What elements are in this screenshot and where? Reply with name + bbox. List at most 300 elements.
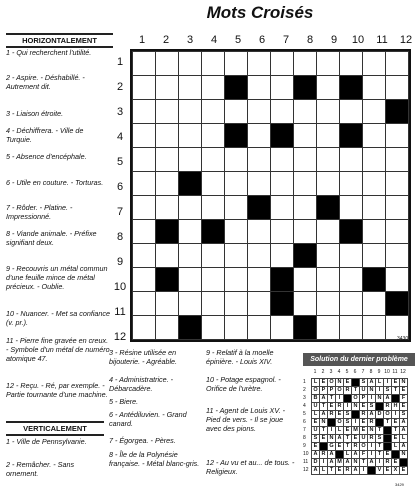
grid-cell[interactable] xyxy=(202,124,225,148)
grid-cell[interactable] xyxy=(386,220,409,244)
solution-letter: E xyxy=(384,467,392,475)
clue-h9: 9 - Recouvris un métal commun d'une feuille mince de métal précieux. - Oublie. xyxy=(6,264,108,291)
grid-cell[interactable] xyxy=(271,220,294,244)
solution-black-square xyxy=(344,395,352,403)
solution-letter: A xyxy=(352,451,360,459)
grid-cell[interactable] xyxy=(317,268,340,292)
grid-cell[interactable] xyxy=(179,292,202,316)
grid-cell[interactable] xyxy=(225,196,248,220)
grid-cell[interactable] xyxy=(317,220,340,244)
grid-cell[interactable] xyxy=(294,292,317,316)
grid-cell[interactable] xyxy=(294,268,317,292)
grid-cell[interactable] xyxy=(133,148,156,172)
grid-cell[interactable] xyxy=(248,316,271,340)
solution-letter: T xyxy=(360,459,368,467)
grid-cell[interactable] xyxy=(363,52,386,76)
grid-cell[interactable] xyxy=(133,196,156,220)
grid-cell[interactable] xyxy=(248,220,271,244)
grid-cell[interactable] xyxy=(225,292,248,316)
clue-h12: 12 - Reçu. - Ré, par exemple. - Partie tournante d'une machine. xyxy=(6,381,108,399)
solution-letter: L xyxy=(312,411,320,419)
black-square xyxy=(225,124,248,148)
grid-cell[interactable] xyxy=(248,100,271,124)
solution-letter: I xyxy=(360,467,368,475)
solution-letter: U xyxy=(312,403,320,411)
solution-letter: X xyxy=(392,467,400,475)
row-label: 6 xyxy=(116,181,124,193)
solution-column-labels xyxy=(311,369,407,375)
solution-letter: N xyxy=(352,459,360,467)
clue-h7: 7 - Rôder. - Platine. - Impressionné. xyxy=(6,203,73,221)
grid-cell[interactable] xyxy=(202,244,225,268)
col-label: 8 xyxy=(306,34,314,46)
grid-cell[interactable] xyxy=(133,220,156,244)
solution-col-label: 7 xyxy=(361,369,365,375)
solution-letter: A xyxy=(312,467,320,475)
solution-letter: O xyxy=(337,419,342,425)
grid-cell[interactable] xyxy=(340,148,363,172)
grid-cell[interactable] xyxy=(179,244,202,268)
grid-cell[interactable] xyxy=(294,124,317,148)
clue-v1: 1 - Ville de Pennsylvanie. xyxy=(6,437,87,446)
solution-letter: L xyxy=(376,379,384,387)
solution-letter: A xyxy=(400,419,408,427)
solution-letter: T xyxy=(344,435,352,443)
grid-cell[interactable] xyxy=(317,100,340,124)
solution-col-label: 11 xyxy=(392,369,398,375)
grid-cell[interactable] xyxy=(225,244,248,268)
grid-cell[interactable] xyxy=(317,244,340,268)
clue-h1: 1 - Qui recherchent l'utilité. xyxy=(6,48,92,57)
black-square xyxy=(271,268,294,292)
solution-col-label: 1 xyxy=(313,369,317,375)
grid-cell[interactable] xyxy=(248,244,271,268)
solution-black-square xyxy=(368,467,376,475)
grid-cell[interactable] xyxy=(271,100,294,124)
grid-cell[interactable] xyxy=(271,244,294,268)
grid-cell[interactable] xyxy=(248,172,271,196)
grid-cell[interactable] xyxy=(363,220,386,244)
solution-letter: V xyxy=(376,467,384,475)
clue-v4: 4 - Administratrice. - Débarcadère. xyxy=(109,375,174,393)
grid-cell[interactable] xyxy=(363,100,386,124)
solution-black-square xyxy=(320,443,328,451)
solution-letter: E xyxy=(336,411,344,419)
col-label: 2 xyxy=(162,34,170,46)
black-square xyxy=(156,268,179,292)
row-label: 7 xyxy=(116,206,124,218)
solution-letter: E xyxy=(360,419,368,427)
grid-cell[interactable] xyxy=(340,196,363,220)
solution-letter: O xyxy=(385,411,390,417)
grid-cell[interactable] xyxy=(294,196,317,220)
solution-letter: N xyxy=(320,419,328,427)
solution-letter: T xyxy=(392,387,400,395)
solution-letter: R xyxy=(384,403,392,411)
solution-black-square xyxy=(392,451,400,459)
grid-cell[interactable] xyxy=(133,124,156,148)
grid-cell[interactable] xyxy=(317,124,340,148)
solution-letter: O xyxy=(329,379,334,385)
solution-letter: A xyxy=(400,443,408,451)
grid-cell[interactable] xyxy=(248,52,271,76)
solution-letter: I xyxy=(384,379,392,387)
solution-letter: E xyxy=(336,443,344,451)
clue-v2: 2 - Remâcher. - Sans ornement. xyxy=(6,460,75,478)
solution-letter: O xyxy=(313,387,318,393)
grid-cell[interactable] xyxy=(202,100,225,124)
solution-letter: N xyxy=(328,435,336,443)
grid-cell[interactable] xyxy=(363,148,386,172)
col-label: 9 xyxy=(330,34,338,46)
clue-v5: 5 - Biere. xyxy=(109,397,139,406)
row-label: 12 xyxy=(113,331,127,343)
solution-letter: A xyxy=(328,459,336,467)
grid-cell[interactable] xyxy=(386,52,409,76)
grid-cell[interactable] xyxy=(363,76,386,100)
grid-cell[interactable] xyxy=(386,148,409,172)
row-label: 8 xyxy=(116,231,124,243)
col-label: 6 xyxy=(258,34,266,46)
row-label: 4 xyxy=(116,131,124,143)
solution-letter: I xyxy=(320,459,328,467)
grid-cell[interactable] xyxy=(156,292,179,316)
grid-cell[interactable] xyxy=(133,100,156,124)
grid-cell[interactable] xyxy=(386,124,409,148)
solution-letter: T xyxy=(384,419,392,427)
solution-row-label: 12 xyxy=(303,467,309,473)
solution-letter: U xyxy=(312,427,320,435)
grid-cell[interactable] xyxy=(363,172,386,196)
solution-col-label: 9 xyxy=(377,369,381,375)
grid-cell[interactable] xyxy=(202,172,225,196)
solution-letter: S xyxy=(360,379,368,387)
solution-letter: P xyxy=(360,395,368,403)
solution-row-label: 6 xyxy=(303,419,306,425)
solution-title: Solution du dernier problème xyxy=(303,353,415,366)
grid-cell[interactable] xyxy=(179,196,202,220)
grid-cell[interactable] xyxy=(363,196,386,220)
solution-letter: I xyxy=(368,443,376,451)
col-label: 3 xyxy=(186,34,194,46)
solution-row-label: 2 xyxy=(303,387,306,393)
solution-letter: L xyxy=(392,443,400,451)
grid-cell[interactable] xyxy=(386,244,409,268)
black-square xyxy=(294,76,317,100)
grid-cell[interactable] xyxy=(179,76,202,100)
grid-cell[interactable] xyxy=(133,172,156,196)
black-square xyxy=(340,124,363,148)
black-square xyxy=(340,220,363,244)
grid-cell[interactable] xyxy=(294,100,317,124)
clue-v12: 12 - Au vu et au... de tous. - Religieux. xyxy=(206,458,295,476)
grid-cell[interactable] xyxy=(294,220,317,244)
grid-cell[interactable] xyxy=(156,124,179,148)
solution-letter: L xyxy=(312,379,320,387)
grid-cell[interactable] xyxy=(133,268,156,292)
solution-letter: F xyxy=(360,451,368,459)
grid-cell[interactable] xyxy=(363,292,386,316)
solution-letter: L xyxy=(400,435,408,443)
grid-cell[interactable] xyxy=(202,76,225,100)
solution-letter: L xyxy=(320,467,328,475)
solution-black-square xyxy=(352,411,360,419)
solution-letter: T xyxy=(376,451,384,459)
clue-h8: 8 - Viande animale. - Préfixe signifiant deux. xyxy=(6,229,97,247)
solution-letter: E xyxy=(344,427,352,435)
grid-cell[interactable] xyxy=(386,76,409,100)
solution-letter: I xyxy=(368,451,376,459)
grid-cell[interactable] xyxy=(317,316,340,340)
grid-cell[interactable] xyxy=(202,268,225,292)
solution-letter: O xyxy=(361,443,366,449)
solution-row-label: 10 xyxy=(303,451,309,457)
grid-cell[interactable] xyxy=(386,172,409,196)
solution-black-square xyxy=(384,443,392,451)
grid-cell[interactable] xyxy=(225,100,248,124)
col-label: 12 xyxy=(399,34,413,46)
grid-cell[interactable] xyxy=(156,172,179,196)
solution-grid xyxy=(311,378,408,475)
solution-letter: P xyxy=(320,387,328,395)
black-square xyxy=(271,124,294,148)
clue-h2: 2 - Aspire. - Déshabillé. - Autrement dit. xyxy=(6,73,85,91)
grid-cell[interactable] xyxy=(179,268,202,292)
solution-letter: E xyxy=(400,467,408,475)
grid-cell[interactable] xyxy=(225,52,248,76)
grid-cell[interactable] xyxy=(271,76,294,100)
clue-h11: 11 - Pierre fine gravée en creux. - Symbole d'un métal de numéro atomique 47. xyxy=(6,336,110,363)
grid-cell[interactable] xyxy=(225,316,248,340)
col-label: 4 xyxy=(210,34,218,46)
solution-letter: A xyxy=(320,395,328,403)
solution-letter: N xyxy=(400,451,408,459)
grid-cell[interactable] xyxy=(271,172,294,196)
solution-letter: A xyxy=(400,427,408,435)
grid-cell[interactable] xyxy=(317,76,340,100)
solution-row-label: 5 xyxy=(303,411,306,417)
grid-cell[interactable] xyxy=(271,196,294,220)
col-label: 11 xyxy=(376,34,388,46)
solution-letter: B xyxy=(312,395,320,403)
solution-row-label: 11 xyxy=(303,459,309,465)
solution-black-square xyxy=(352,379,360,387)
black-square xyxy=(156,220,179,244)
clue-v8: 8 - Île de la Polynésie française. - Métal blanc-gris. xyxy=(109,450,200,468)
grid-cell[interactable] xyxy=(271,52,294,76)
grid-cell[interactable] xyxy=(294,52,317,76)
grid-cell[interactable] xyxy=(386,268,409,292)
col-label: 1 xyxy=(138,34,146,46)
solution-letter: S xyxy=(400,411,408,419)
solution-letter: T xyxy=(352,387,360,395)
solution-letter: T xyxy=(392,427,400,435)
vertical-header: VERTICALEMENT xyxy=(6,421,104,436)
black-square xyxy=(340,76,363,100)
grid-cell[interactable] xyxy=(340,244,363,268)
grid-cell[interactable] xyxy=(179,52,202,76)
solution-letter: R xyxy=(384,459,392,467)
grid-cell[interactable] xyxy=(133,76,156,100)
solution-letter: S xyxy=(312,435,320,443)
solution-black-square xyxy=(384,427,392,435)
grid-cell[interactable] xyxy=(156,52,179,76)
solution-letter: E xyxy=(336,467,344,475)
solution-letter: E xyxy=(344,379,352,387)
grid-cell[interactable] xyxy=(133,316,156,340)
solution-letter: M xyxy=(353,427,358,433)
grid-cell[interactable] xyxy=(248,268,271,292)
clue-h10: 10 - Nuancer. - Met sa confiance (v. pr.). xyxy=(6,309,111,327)
grid-cell[interactable] xyxy=(340,52,363,76)
black-square xyxy=(202,220,225,244)
grid-cell[interactable] xyxy=(340,316,363,340)
col-label: 7 xyxy=(282,34,290,46)
clue-v7: 7 - Égorgea. - Pères. xyxy=(109,436,176,445)
grid-cell[interactable] xyxy=(179,124,202,148)
solution-letter: H xyxy=(392,403,400,411)
solution-letter: E xyxy=(392,435,400,443)
solution-black-square xyxy=(400,459,408,467)
solution-row-label: 7 xyxy=(303,427,306,433)
solution-col-label: 5 xyxy=(345,369,349,375)
grid-cell[interactable] xyxy=(386,196,409,220)
grid-cell[interactable] xyxy=(317,148,340,172)
grid-code: 3430 xyxy=(397,336,409,342)
grid-cell[interactable] xyxy=(202,292,225,316)
solution-letter: E xyxy=(392,419,400,427)
solution-letter: S xyxy=(376,435,384,443)
black-square xyxy=(386,292,409,316)
row-label: 3 xyxy=(116,106,124,118)
black-square xyxy=(225,76,248,100)
solution-letter: R xyxy=(352,443,360,451)
solution-black-square xyxy=(392,395,400,403)
solution-letter: R xyxy=(360,411,368,419)
grid-cell[interactable] xyxy=(156,100,179,124)
grid-cell[interactable] xyxy=(340,292,363,316)
grid-cell[interactable] xyxy=(156,148,179,172)
solution-letter: I xyxy=(336,395,344,403)
grid-cell[interactable] xyxy=(271,316,294,340)
solution-letter: I xyxy=(376,387,384,395)
grid-cell[interactable] xyxy=(202,148,225,172)
grid-cell[interactable] xyxy=(156,316,179,340)
grid-cell[interactable] xyxy=(179,220,202,244)
solution-letter: O xyxy=(337,387,342,393)
solution-letter: E xyxy=(400,403,408,411)
grid-cell[interactable] xyxy=(340,268,363,292)
solution-letter: O xyxy=(353,395,358,401)
grid-cell[interactable] xyxy=(248,124,271,148)
solution-letter: I xyxy=(344,403,352,411)
black-square xyxy=(248,196,271,220)
grid-cell[interactable] xyxy=(156,196,179,220)
grid-cell[interactable] xyxy=(340,100,363,124)
solution-letter: N xyxy=(336,379,344,387)
clue-v11: 11 - Agent de Louis XV. - Pied de vers. - Il se joue avec des pions. xyxy=(206,406,285,433)
solution-letter: R xyxy=(336,403,344,411)
grid-cell[interactable] xyxy=(179,100,202,124)
grid-cell[interactable] xyxy=(317,172,340,196)
solution-row-label: 1 xyxy=(303,379,306,385)
grid-cell[interactable] xyxy=(202,196,225,220)
grid-cell[interactable] xyxy=(294,172,317,196)
solution-letter: E xyxy=(360,427,368,435)
solution-letter: R xyxy=(320,451,328,459)
grid-cell[interactable] xyxy=(340,172,363,196)
grid-cell[interactable] xyxy=(271,148,294,172)
grid-cell[interactable] xyxy=(225,268,248,292)
clue-h3: 3 - Liaison étroite. xyxy=(6,109,64,118)
solution-code: 3429 xyxy=(395,482,404,487)
grid-cell[interactable] xyxy=(133,52,156,76)
solution-row-label: 9 xyxy=(303,443,306,449)
solution-letter: A xyxy=(336,435,344,443)
solution-letter: E xyxy=(320,435,328,443)
solution-col-label: 12 xyxy=(400,369,406,375)
solution-letter: A xyxy=(368,379,376,387)
clue-v6: 6 - Antédiluvien. - Grand canard. xyxy=(109,410,187,428)
col-label: 5 xyxy=(234,34,242,46)
clue-v10: 10 - Potage espagnol. - Orifice de l'urètre. xyxy=(206,375,281,393)
black-square xyxy=(317,196,340,220)
solution-letter: S xyxy=(344,419,352,427)
solution-letter: I xyxy=(328,427,336,435)
solution-letter: D xyxy=(376,411,384,419)
grid-cell[interactable] xyxy=(248,292,271,316)
grid-cell[interactable] xyxy=(156,244,179,268)
solution-letter: E xyxy=(360,403,368,411)
grid-cell[interactable] xyxy=(248,148,271,172)
row-label: 10 xyxy=(113,281,127,293)
grid-cell[interactable] xyxy=(248,76,271,100)
grid-cell[interactable] xyxy=(202,52,225,76)
solution-row-labels xyxy=(303,378,309,474)
grid-cell[interactable] xyxy=(225,220,248,244)
solution-letter: E xyxy=(392,379,400,387)
solution-letter: E xyxy=(392,459,400,467)
grid-cell[interactable] xyxy=(156,76,179,100)
grid-cell[interactable] xyxy=(225,172,248,196)
grid-cell[interactable] xyxy=(133,244,156,268)
solution-letter: S xyxy=(344,411,352,419)
solution-black-square xyxy=(336,451,344,459)
solution-letter: N xyxy=(400,379,408,387)
solution-letter: G xyxy=(329,443,334,449)
grid-cell[interactable] xyxy=(179,148,202,172)
solution-black-square xyxy=(376,403,384,411)
solution-letter: A xyxy=(320,411,328,419)
solution-black-square xyxy=(376,419,384,427)
grid-cell[interactable] xyxy=(363,124,386,148)
page-title: Mots Croisés xyxy=(206,3,314,22)
solution-letter: E xyxy=(400,387,408,395)
grid-cell[interactable] xyxy=(317,292,340,316)
solution-letter: E xyxy=(320,379,328,387)
solution-letter: E xyxy=(312,419,320,427)
grid-cell[interactable] xyxy=(363,244,386,268)
grid-cell[interactable] xyxy=(202,316,225,340)
solution-row-label: 3 xyxy=(303,395,306,401)
grid-cell[interactable] xyxy=(363,316,386,340)
solution-letter: A xyxy=(344,459,352,467)
grid-cell[interactable] xyxy=(133,292,156,316)
grid-cell[interactable] xyxy=(294,148,317,172)
solution-row-label: 4 xyxy=(303,403,306,409)
grid-cell[interactable] xyxy=(317,52,340,76)
grid-cell[interactable] xyxy=(225,148,248,172)
